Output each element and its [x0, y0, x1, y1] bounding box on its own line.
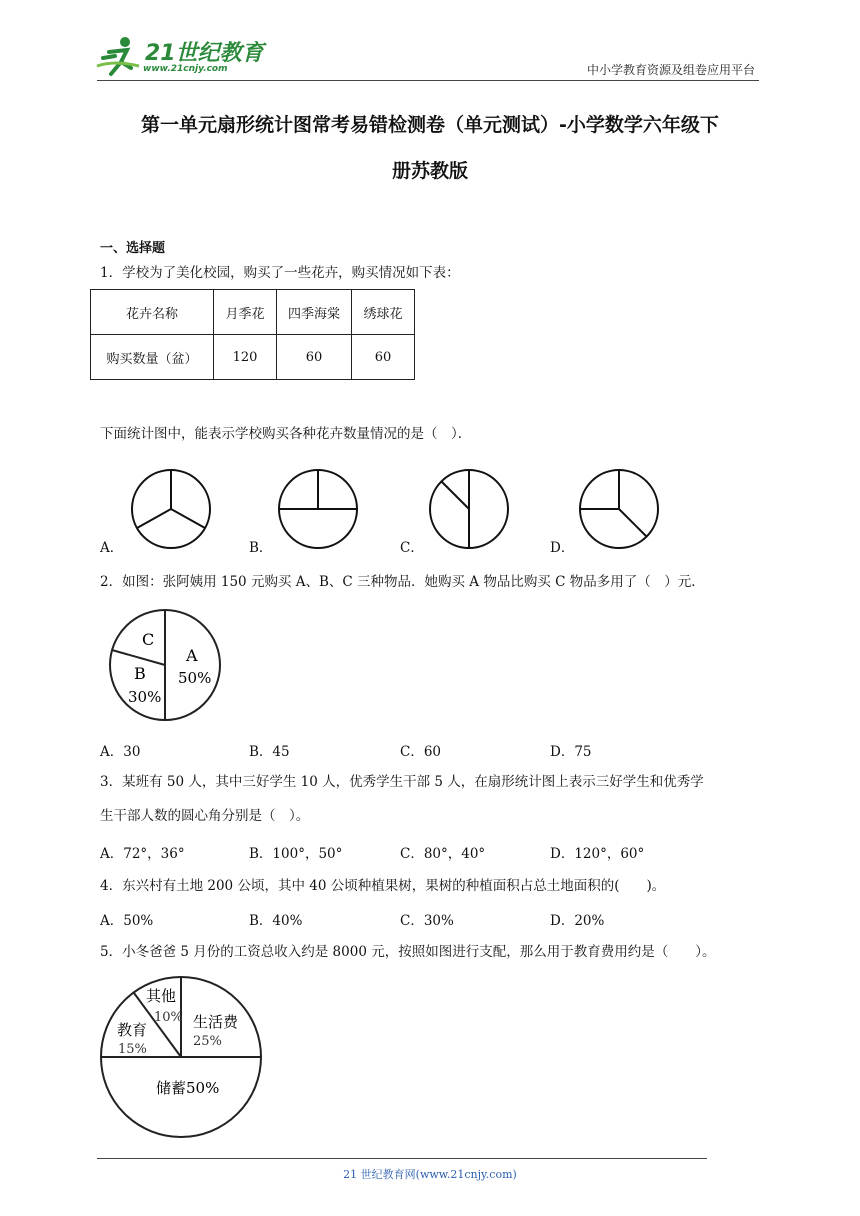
section-heading: 一、选择题	[100, 241, 166, 256]
table-cell: 60	[277, 335, 352, 380]
platform-tagline: 中小学教育资源及组卷应用平台	[586, 63, 755, 77]
q4-option-c: C．30%	[400, 913, 454, 929]
pie-value-education: 15%	[118, 1042, 147, 1057]
footer-divider	[97, 1158, 707, 1159]
table-cell: 四季海棠	[277, 290, 352, 335]
pie-label-living: 生活费	[193, 1013, 239, 1031]
table-cell: 120	[214, 335, 277, 380]
logo-text: 21世纪教育	[145, 41, 264, 66]
q2-option-a: A．30	[100, 744, 141, 760]
table-cell: 购买数量（盆）	[91, 335, 214, 380]
pie-label-savings: 储蓄50%	[156, 1079, 220, 1097]
option-d-pie	[576, 466, 662, 552]
table-header-row	[91, 290, 415, 335]
option-b-pie	[275, 466, 361, 552]
question-4-text: 4．东兴村有土地 200 公顷，其中 40 公顷种植果树，果树的种植面积占总土地面积的( )。	[100, 878, 666, 894]
pie-value-living: 25%	[193, 1034, 222, 1049]
pie-value-other: 10%	[154, 1010, 183, 1025]
option-a-label: A．	[100, 540, 124, 556]
table-row	[91, 335, 415, 380]
table-cell: 60	[352, 335, 415, 380]
question-3-line1: 3．某班有 50 人，其中三好学生 10 人，优秀学生干部 5 人，在扇形统计图上表示三好学生和优秀学	[100, 774, 704, 790]
pie-label-other: 其他	[146, 987, 177, 1005]
q3-option-b: B．100°，50°	[249, 846, 343, 862]
header-divider	[97, 80, 759, 81]
table-cell: 花卉名称	[91, 290, 214, 335]
q4-option-d: D．20%	[550, 913, 605, 929]
question-2-text: 2．如图：张阿姨用 150 元购买 A、B、C 三种物品．她购买 A 物品比购买 C 物品多用了（ ）元．	[100, 574, 705, 590]
pie-label-education: 教育	[117, 1021, 148, 1039]
option-b-label: B．	[249, 540, 273, 556]
q2-option-d: D．75	[550, 744, 592, 760]
question-3-line2: 生干部人数的圆心角分别是（ ）。	[100, 808, 310, 824]
page-title-line2: 册苏教版	[391, 160, 468, 182]
pie-label-a: A	[186, 646, 198, 665]
question-5-text: 5．小冬爸爸 5 月份的工资总收入约是 8000 元，按照如图进行支配，那么用于教育费用约是（ ）。	[100, 944, 716, 960]
q4-option-b: B．40%	[249, 913, 303, 929]
q3-option-c: C．80°，40°	[400, 846, 486, 862]
page-title-line1: 第一单元扇形统计图常考易错检测卷（单元测试）-小学数学六年级下	[141, 114, 719, 136]
pie-value-a: 50%	[178, 669, 212, 687]
q2-pie-chart	[106, 606, 226, 724]
footer-link[interactable]: 21 世纪教育网(www.21cnjy.com)	[343, 1168, 517, 1181]
pie-value-b: 30%	[128, 688, 162, 706]
q3-option-d: D．120°，60°	[550, 846, 645, 862]
option-c-label: C．	[400, 540, 424, 556]
table-cell: 月季花	[214, 290, 277, 335]
pie-label-b: B	[134, 664, 146, 683]
option-d-label: D．	[550, 540, 575, 556]
q2-option-b: B．45	[249, 744, 290, 760]
logo-icon	[95, 36, 145, 78]
question-1-text: 1．学校为了美化校园，购买了一些花卉，购买情况如下表：	[100, 265, 460, 281]
question-1-prompt: 下面统计图中，能表示学校购买各种花卉数量情况的是（ ）．	[100, 426, 472, 442]
option-c-pie	[426, 466, 512, 552]
table-cell: 绣球花	[352, 290, 415, 335]
q4-option-a: A．50%	[100, 913, 154, 929]
pie-label-c: C	[142, 630, 155, 649]
flower-table	[90, 289, 415, 380]
q5-pie-chart	[98, 975, 266, 1141]
logo-url: www.21cnjy.com	[143, 64, 228, 74]
q3-option-a: A．72°，36°	[100, 846, 185, 862]
q2-option-c: C．60	[400, 744, 442, 760]
option-a-pie	[128, 466, 214, 552]
